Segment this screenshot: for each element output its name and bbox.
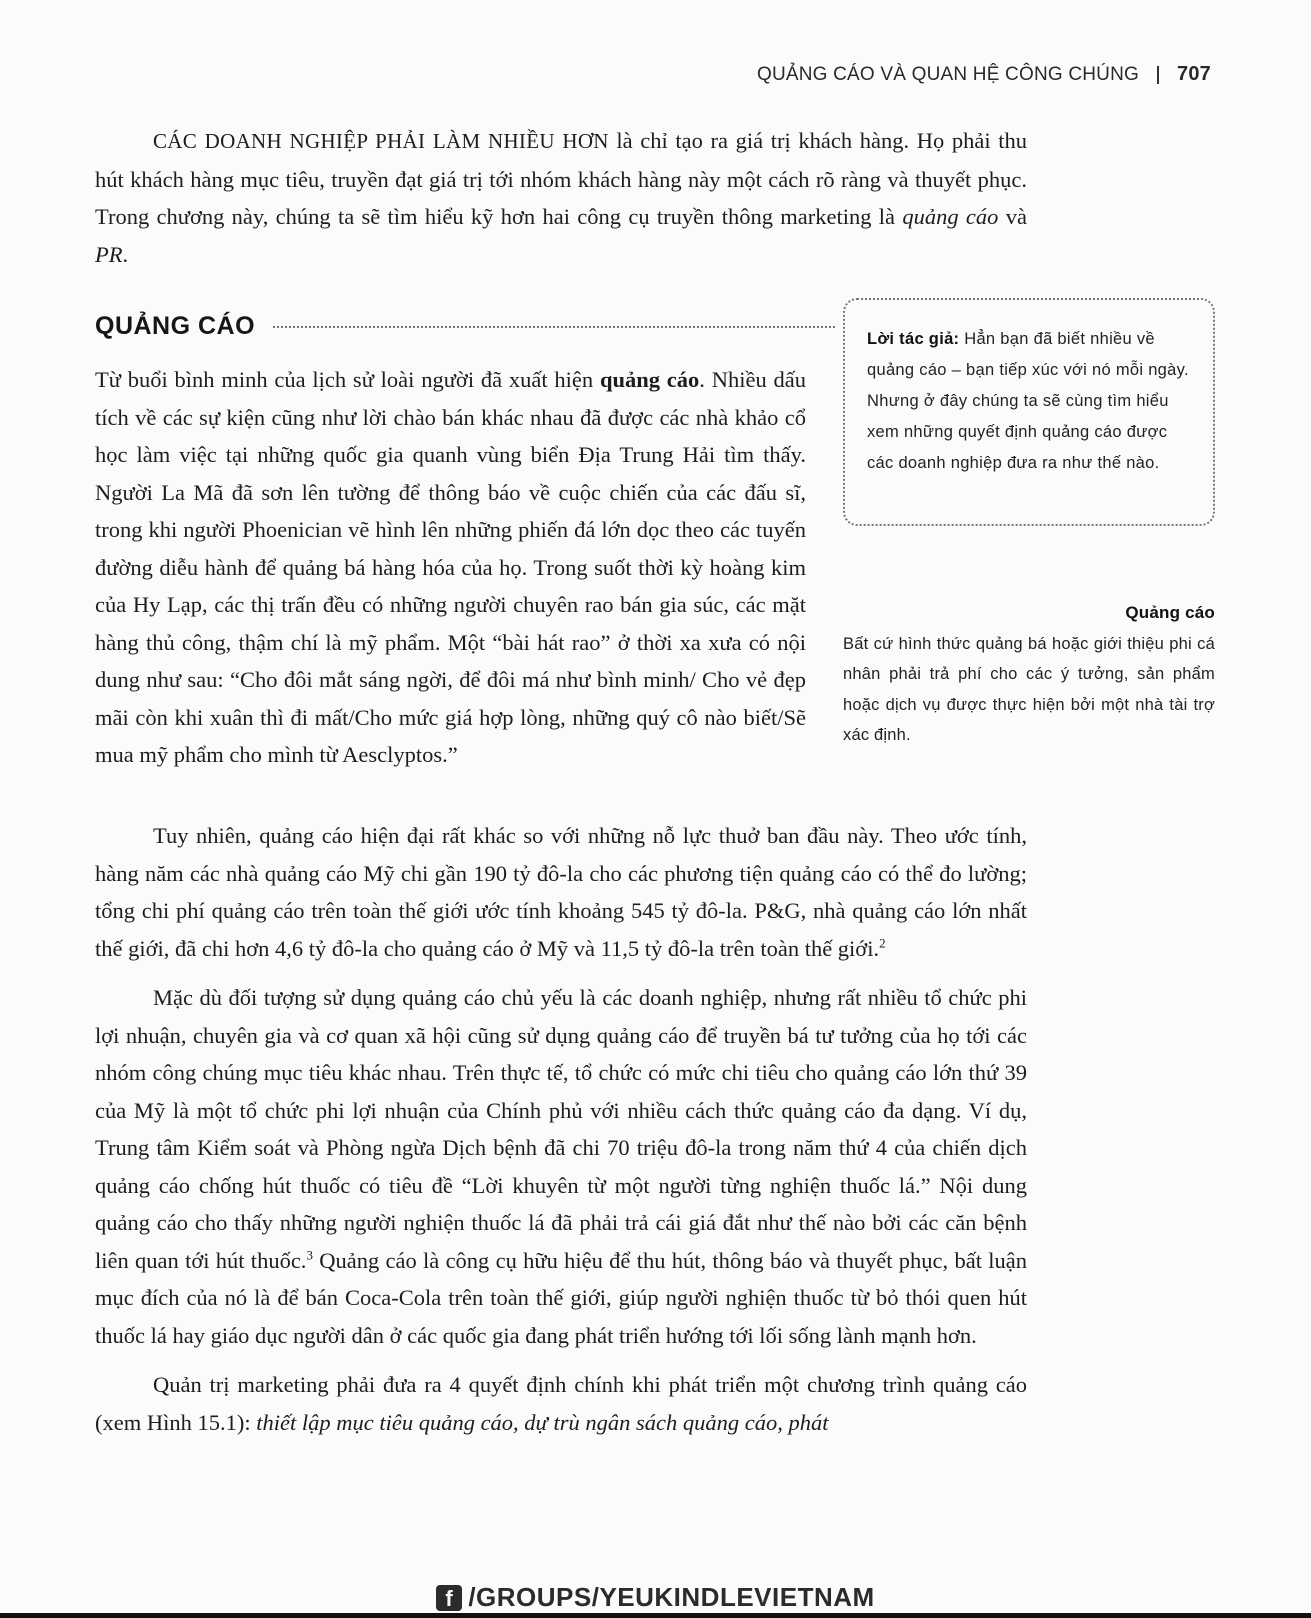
intro-em-pr: PR — [95, 241, 123, 267]
running-head — [757, 63, 1211, 86]
paragraph-nonprofit-advertising — [95, 979, 1027, 1354]
paragraph-3-text-b: Quảng cáo là công cụ hữu hiệu để thu hút, thông báo và thuyết phục, bất luận mục đích của nó là để bán Coca-Cola trên toàn thế giới, giúp người nghiện thuốc từ bỏ thói quen hút thuốc lá hay giáo dục người dân ở các quốc gia đang phát triển hướng tới lối sống lành mạnh hơn. — [95, 1247, 1027, 1348]
intro-text-and: và — [998, 204, 1027, 229]
main-body — [95, 817, 1027, 1453]
intro-em-advertising: quảng cáo — [902, 204, 999, 229]
history-paragraph — [95, 361, 806, 774]
running-title: QUẢNG CÁO VÀ QUAN HỆ CÔNG CHÚNG — [756, 63, 1140, 85]
definition-text: Bất cứ hình thức quảng bá hoặc giới thiệu phi cá nhân phải trả phí cho các ý tưởng, sản phẩm hoặc dịch vụ được thực hiện bởi một nhà tài trợ xác định. — [843, 634, 1215, 744]
paragraph-modern-advertising — [95, 817, 1027, 967]
paragraph-decisions — [95, 1366, 1027, 1441]
margin-definition — [843, 598, 1215, 751]
paragraph-2-text: Tuy nhiên, quảng cáo hiện đại rất khác so với những nỗ lực thuở ban đầu này. Theo ước tính, hàng năm các nhà quảng cáo Mỹ chi gần 190 tỷ đô-la cho các phương tiện quảng cáo có thể đo lường; tổng chi phí quảng cáo trên toàn thế giới ước tính khoảng 545 tỷ đô-la. P&G, nhà quảng cáo lớn nhất thế giới, đã chi hơn 4,6 tỷ đô-la cho quảng cáo ở Mỹ và 11,5 tỷ đô-la trên toàn thế giới. — [95, 823, 1027, 961]
header-divider — [1157, 66, 1159, 84]
author-note-box — [843, 298, 1215, 526]
paragraph-3-text-a: Mặc dù đối tượng sử dụng quảng cáo chủ yếu là các doanh nghiệp, nhưng rất nhiều tổ chức phi lợi nhuận, chuyên gia và cơ quan xã hội cũng sử dụng quảng cáo để truyền bá tư tưởng của họ tới các nhóm công chúng mục tiêu khác nhau. Trên thực tế, tổ chức có mức chi tiêu cho quảng cáo lớn thứ 39 của Mỹ là một tổ chức phi lợi nhuận của Chính phủ với nhiều cách thức quảng cáo đa dạng. Ví dụ, Trung tâm Kiểm soát và Phòng ngừa Dịch bệnh đã chi 70 triệu đô-la trong năm thứ 4 của chiến dịch quảng cáo chống hút thuốc có tiêu đề “Lời khuyên từ một người từng nghiện thuốc lá.” Nội dung quảng cáo cho thấy những người nghiện thuốc lá đã phải trả cái giá đắt như thế nào bởi các căn bệnh liên quan tới hút thuốc. — [95, 985, 1027, 1273]
history-text-rest: . Nhiều dấu tích về các sự kiện cũng như lời chào bán khác nhau đã được các nhà khảo cổ học làm việc tại những quốc gia quanh vùng biển Địa Trung Hải tìm thấy. Người La Mã đã sơn lên tường để thông báo về cuộc chiến của các đấu sĩ, trong khi người Phoenician vẽ hình lên những phiến đá lớn dọc theo các tuyến đường diễu hành để quảng bá hàng hóa của họ. Trong suốt thời kỳ hoàng kim của Hy Lạp, các thị trấn đều có những người chuyên rao bán gia súc, các mặt hàng thủ công, thậm chí là mỹ phẩm. Một “bài hát rao” ở thời xa xưa có nội dung như sau: “Cho đôi mắt sáng ngời, để đôi má như bình minh/ Cho vẻ đẹp mãi còn khi xuân thì đi mất/Cho mức giá hợp lòng, những quý cô nào biết/Sẽ mua mỹ phẩm cho mình từ Aesclyptos.” — [95, 367, 806, 767]
intro-text-end: . — [122, 241, 129, 267]
intro-text: là chỉ tạo ra giá trị khách hàng. Họ phải thu hút khách hàng mục tiêu, truyền đạt giá trị tới nhóm khách hàng này một cách rõ ràng và thuyết phục. Trong chương này, chúng ta sẽ tìm hiểu kỹ hơn hai công cụ truyền thông marketing là — [95, 128, 1027, 229]
footer-watermark — [0, 1582, 1311, 1613]
footnote-ref-2: 2 — [879, 935, 886, 950]
intro-lead-caps: CÁC DOANH NGHIỆP PHẢI LÀM NHIỀU HƠN — [153, 129, 609, 153]
paragraph-4-em: thiết lập mục tiêu quảng cáo, dự trù ngân sách quảng cáo, phát — [256, 1409, 829, 1435]
page-bottom-edge — [0, 1613, 1311, 1618]
watermark-text: /GROUPS/YEUKINDLEVIETNAM — [468, 1582, 875, 1612]
facebook-icon: f — [436, 1585, 462, 1611]
footnote-ref-3: 3 — [306, 1247, 313, 1262]
author-note-text: Hẳn bạn đã biết nhiều về quảng cáo – bạn tiếp xúc với nó mỗi ngày. Nhưng ở đây chúng ta sẽ cùng tìm hiểu xem những quyết định quảng cáo được các doanh nghiệp đưa ra như thế nào. — [867, 330, 1189, 472]
page-number: 707 — [1177, 63, 1211, 85]
section-title: QUẢNG CÁO — [95, 312, 256, 340]
section-heading — [95, 312, 835, 341]
history-bold-term: quảng cáo — [599, 367, 700, 392]
intro-paragraph — [95, 122, 1027, 273]
history-text-start: Từ buổi bình minh của lịch sử loài người đã xuất hiện — [95, 367, 600, 392]
author-note-label: Lời tác giả: — [867, 330, 960, 348]
definition-term: Quảng cáo — [1125, 603, 1215, 622]
paragraph-4-text: Quản trị marketing phải đưa ra 4 quyết định chính khi phát triển một chương trình quảng cáo (xem Hình 15.1): — [95, 1372, 1027, 1435]
section-dotted-rule — [273, 326, 835, 328]
